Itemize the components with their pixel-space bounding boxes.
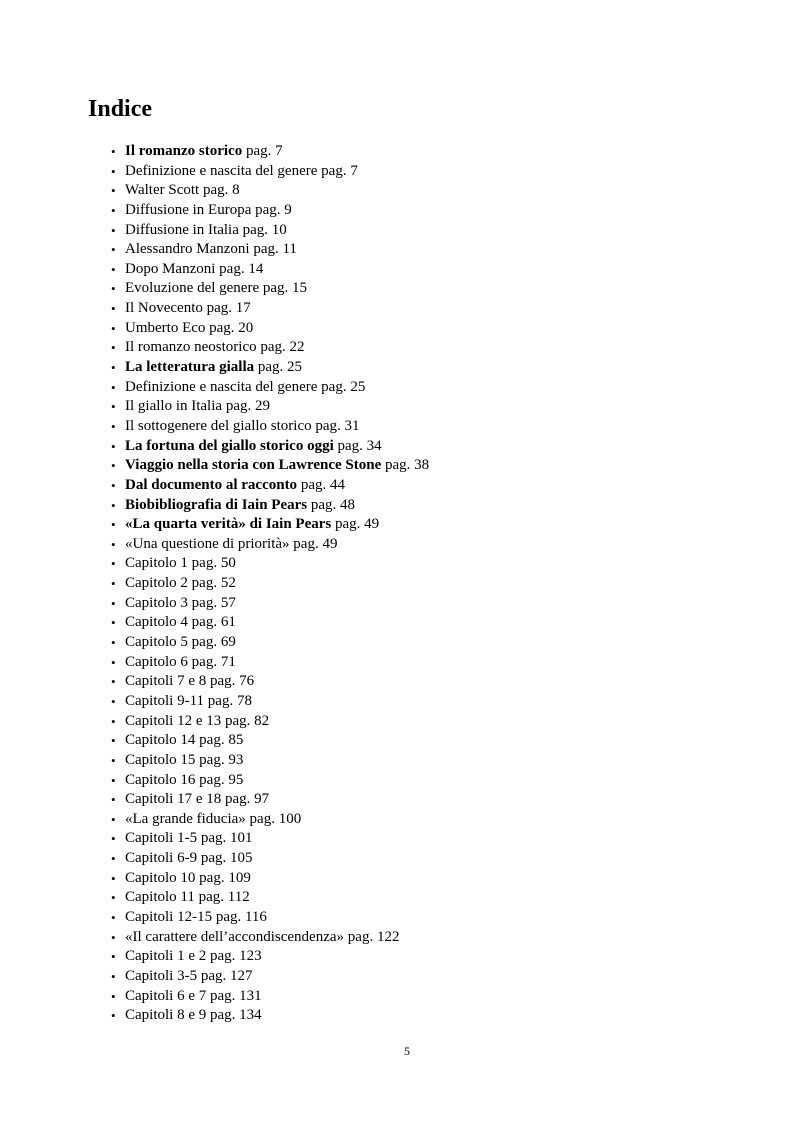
toc-entry-page: pag. 15 [262, 280, 308, 297]
toc-entry [111, 712, 429, 732]
toc-entry-title: Diffusione in Europa [125, 201, 252, 218]
toc-entry-title: Viaggio nella storia con Lawrence Stone [125, 457, 382, 474]
toc-entry-page: pag. 8 [202, 182, 240, 199]
toc-entry-page: pag. 85 [199, 732, 244, 749]
toc-entry [111, 947, 429, 967]
toc-entry-page: pag. 50 [191, 555, 236, 572]
toc-entry-page: pag. 93 [199, 751, 244, 768]
toc-entry-page: pag. 49 [293, 535, 338, 552]
toc-entry [111, 397, 429, 417]
toc-entry-title: Capitoli 6-9 [125, 850, 198, 867]
toc-entry-page: pag. 29 [225, 398, 270, 415]
toc-entry [111, 240, 429, 260]
toc-entry-page: pag. 95 [199, 771, 244, 788]
bullet-icon: • [111, 870, 116, 886]
bullet-icon: • [111, 360, 116, 376]
bullet-icon: • [111, 949, 116, 965]
bullet-icon: • [111, 399, 116, 415]
bullet-icon: • [111, 635, 116, 651]
toc-entry [111, 692, 429, 712]
bullet-icon: • [111, 654, 116, 670]
toc-entry-title: «La quarta verità» di Iain Pears [125, 516, 332, 533]
page-title: Indice [88, 96, 153, 122]
toc-entry [111, 574, 429, 594]
toc-entry [111, 260, 429, 280]
toc-entry [111, 771, 429, 791]
bullet-icon: • [111, 595, 116, 611]
bullet-icon: • [111, 929, 116, 945]
bullet-icon: • [111, 281, 116, 297]
toc-entry-title: Capitolo 14 [125, 732, 196, 749]
toc-entry-page: pag. 10 [242, 221, 287, 238]
toc-entry [111, 849, 429, 869]
bullet-icon: • [111, 909, 116, 925]
toc-entry-page: pag. 82 [225, 712, 270, 729]
toc-entry [111, 496, 429, 516]
toc-entry-title: Definizione e nascita del genere [125, 162, 318, 179]
toc-entry [111, 987, 429, 1007]
toc-entry [111, 810, 429, 830]
toc-entry-page: pag. 31 [315, 417, 360, 434]
bullet-icon: • [111, 733, 116, 749]
toc-entry [111, 162, 429, 182]
bullet-icon: • [111, 811, 116, 827]
toc-entry-page: pag. 76 [210, 673, 255, 690]
toc-entry-page: pag. 38 [384, 457, 430, 474]
toc-entry-title: Capitolo 5 [125, 634, 188, 651]
toc-entry-page: pag. 127 [200, 967, 253, 984]
bullet-icon: • [111, 320, 116, 336]
toc-entry-title: «La grande fiducia» [125, 810, 246, 827]
toc-entry [111, 299, 429, 319]
toc-entry [111, 731, 429, 751]
toc-entry-title: La fortuna del giallo storico oggi [125, 437, 334, 454]
toc-entry [111, 633, 429, 653]
toc-entry-page: pag. 97 [225, 791, 270, 808]
toc-entry-title: Dal documento al racconto [125, 476, 298, 493]
toc-entry-page: pag. 112 [198, 889, 250, 906]
toc-entry-page: pag. 7 [245, 143, 283, 159]
toc-entry-title: Capitoli 17 e 18 [125, 791, 222, 808]
bullet-icon: • [111, 418, 116, 434]
bullet-icon: • [111, 379, 116, 395]
toc-entry-page: pag. 116 [215, 908, 267, 925]
toc-entry-page: pag. 22 [260, 339, 305, 356]
toc-entry-title: Il sottogenere del giallo storico [125, 417, 312, 434]
toc-entry-title: Dopo Manzoni [125, 260, 216, 277]
toc-entry-page: pag. 57 [191, 594, 236, 611]
toc-entry [111, 535, 429, 555]
toc-entry [111, 554, 429, 574]
bullet-icon: • [111, 536, 116, 552]
toc-entry-title: Definizione e nascita del genere [125, 378, 318, 395]
toc-entry-page: pag. 61 [191, 614, 236, 631]
toc-entry-title: «Una questione di priorità» [125, 535, 290, 552]
toc-entry [111, 456, 430, 476]
toc-entry-page: pag. 11 [253, 241, 297, 258]
toc-entry [111, 437, 429, 457]
page-number: 5 [404, 1044, 410, 1058]
toc-entry [111, 221, 429, 241]
toc-entry-title: Capitolo 2 [125, 575, 188, 592]
toc-entry-title: «Il carattere dell’accondiscendenza» [125, 928, 345, 945]
toc-entry-page: pag. 9 [255, 201, 292, 218]
toc-entry-page: pag. 34 [337, 437, 382, 454]
toc-entry-title: Capitolo 10 [125, 869, 196, 886]
toc-entry [111, 928, 429, 948]
table-of-contents [111, 142, 430, 1026]
toc-entry [111, 888, 429, 908]
toc-entry-title: Capitoli 6 e 7 [125, 987, 207, 1004]
bullet-icon: • [111, 792, 116, 808]
toc-entry-title: Capitoli 3-5 [125, 967, 198, 984]
bullet-icon: • [111, 477, 116, 493]
bullet-icon: • [111, 202, 116, 218]
bullet-icon: • [111, 340, 116, 356]
toc-entry-page: pag. 101 [200, 830, 253, 847]
toc-entry-page: pag. 123 [210, 948, 262, 965]
toc-entry-page: pag. 25 [321, 378, 366, 395]
bullet-icon: • [111, 163, 116, 179]
toc-entry-page: pag. 25 [257, 359, 303, 376]
toc-entry [111, 869, 429, 889]
toc-entry-title: Biobibliografia di Iain Pears [125, 496, 308, 513]
toc-entry-title: Il romanzo storico [125, 143, 243, 159]
toc-entry-page: pag. 109 [199, 869, 251, 886]
toc-entry-page: pag. 52 [191, 575, 236, 592]
bullet-icon: • [111, 674, 116, 690]
toc-entry [111, 476, 429, 496]
toc-entry-title: Capitoli 7 e 8 [125, 673, 207, 690]
toc-entry [111, 358, 429, 378]
bullet-icon: • [111, 988, 116, 1004]
toc-entry [111, 613, 429, 633]
toc-entry [111, 417, 429, 437]
bullet-icon: • [111, 261, 116, 277]
toc-entry-page: pag. 48 [310, 496, 356, 513]
toc-entry [111, 653, 429, 673]
bullet-icon: • [111, 556, 116, 572]
toc-entry-title: Capitoli 1 e 2 [125, 948, 207, 965]
toc-entry [111, 142, 429, 162]
bullet-icon: • [111, 615, 116, 631]
bullet-icon: • [111, 301, 116, 317]
toc-entry [111, 672, 429, 692]
toc-entry-title: Capitolo 4 [125, 614, 188, 631]
bullet-icon: • [111, 752, 116, 768]
toc-entry-title: Capitolo 3 [125, 594, 188, 611]
toc-entry-title: Capitoli 12 e 13 [125, 712, 222, 729]
toc-entry-title: Evoluzione del genere [125, 280, 260, 297]
toc-entry [111, 829, 429, 849]
toc-entry-title: Alessandro Manzoni [125, 241, 250, 258]
toc-entry-page: pag. 105 [200, 850, 253, 867]
toc-entry-title: Capitolo 6 [125, 653, 188, 670]
toc-entry-title: Il giallo in Italia [125, 398, 223, 415]
toc-entry [111, 515, 429, 535]
toc-entry-title: Capitoli 1-5 [125, 830, 198, 847]
bullet-icon: • [111, 517, 116, 533]
toc-entry [111, 181, 429, 201]
bullet-icon: • [111, 772, 116, 788]
toc-entry-page: pag. 49 [335, 516, 380, 533]
toc-entry [111, 279, 429, 299]
bullet-icon: • [111, 458, 116, 474]
toc-entry [111, 751, 429, 771]
bullet-icon: • [111, 438, 116, 454]
toc-entry-title: Capitolo 15 [125, 751, 196, 768]
bullet-icon: • [111, 890, 116, 906]
bullet-icon: • [111, 693, 116, 709]
toc-entry-title: Diffusione in Italia [125, 221, 239, 238]
toc-entry-page: pag. 44 [300, 476, 345, 493]
toc-entry-page: pag. 7 [321, 162, 358, 179]
toc-entry [111, 201, 429, 221]
toc-entry-page: pag. 14 [219, 260, 264, 277]
toc-entry-page: pag. 131 [210, 987, 262, 1004]
toc-entry-page: pag. 71 [191, 653, 236, 670]
toc-entry-title: Capitoli 8 e 9 [125, 1007, 207, 1024]
toc-entry-title: Umberto Eco [125, 319, 206, 336]
toc-entry-title: Il Novecento [125, 300, 203, 317]
bullet-icon: • [111, 497, 116, 513]
toc-entry-page: pag. 78 [207, 692, 252, 709]
toc-entry-title: Capitolo 16 [125, 771, 196, 788]
toc-entry-page: pag. 122 [347, 928, 400, 945]
toc-entry [111, 908, 429, 928]
toc-entry-title: La letteratura gialla [125, 359, 255, 376]
bullet-icon: • [111, 222, 116, 238]
toc-entry [111, 594, 429, 614]
toc-entry-title: Walter Scott [125, 182, 200, 199]
toc-entry-page: pag. 20 [209, 319, 254, 336]
toc-entry-page: pag. 69 [191, 634, 236, 651]
toc-entry-page: pag. 17 [206, 300, 251, 317]
bullet-icon: • [111, 183, 116, 199]
toc-entry-page: pag. 134 [210, 1007, 262, 1024]
bullet-icon: • [111, 144, 116, 159]
bullet-icon: • [111, 968, 116, 984]
toc-entry-page: pag. 100 [249, 810, 302, 827]
toc-entry [111, 790, 429, 810]
bullet-icon: • [111, 576, 116, 592]
toc-entry-title: Capitolo 1 [125, 555, 188, 572]
toc-entry [111, 338, 429, 358]
toc-entry-title: Capitolo 11 [125, 889, 195, 906]
toc-entry-title: Capitoli 9-11 [125, 692, 205, 709]
toc-entry [111, 319, 429, 339]
bullet-icon: • [111, 831, 116, 847]
toc-entry [111, 1006, 429, 1026]
toc-entry [111, 967, 429, 987]
toc-entry-title: Capitoli 12-15 [125, 908, 213, 925]
bullet-icon: • [111, 851, 116, 867]
bullet-icon: • [111, 713, 116, 729]
toc-entry-title: Il romanzo neostorico [125, 339, 257, 356]
toc-entry [111, 378, 429, 398]
bullet-icon: • [111, 242, 116, 258]
bullet-icon: • [111, 1008, 116, 1024]
